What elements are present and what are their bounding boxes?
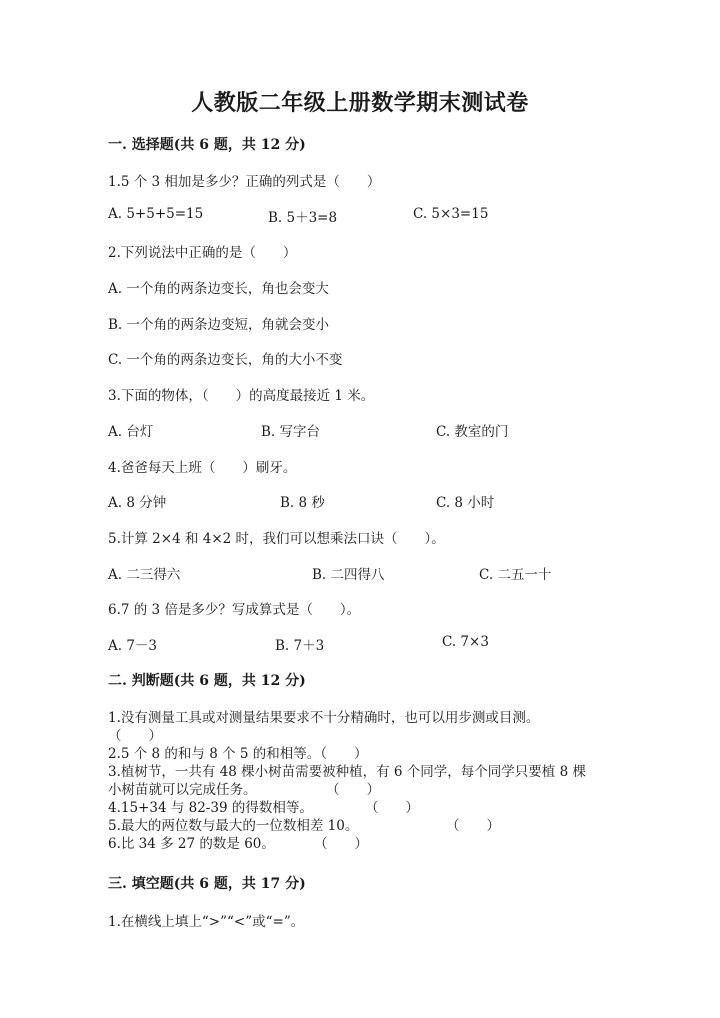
q5-option-a: A. 二三得六 [108, 567, 181, 583]
judge-4: 4.15+34 与 82-39 的得数相等。 [108, 800, 313, 816]
question-3: 3.下面的物体，（ ）的高度最接近 1 米。 [108, 388, 375, 404]
q1-option-b: B. 5＋3=8 [268, 210, 338, 226]
q4-option-b: B. 8 秒 [280, 495, 325, 511]
judge-1-answer-paren: （ ） [108, 728, 162, 744]
q3-option-b: B. 写字台 [261, 424, 321, 440]
q5-option-b: B. 二四得八 [312, 567, 385, 583]
question-2: 2.下列说法中正确的是（ ） [108, 245, 297, 261]
q4-option-c: C. 8 小时 [436, 495, 495, 511]
q6-option-c: C. 7×3 [442, 634, 489, 650]
q1-option-a: A. 5+5+5=15 [108, 206, 204, 222]
judge-2: 2.5 个 8 的和与 8 个 5 的和相等。（ ） [108, 746, 368, 762]
q2-option-c: C. 一个角的两条边变长，角的大小不变 [108, 352, 343, 368]
q1-option-c: C. 5×3=15 [413, 206, 489, 222]
q4-option-a: A. 8 分钟 [108, 495, 167, 511]
question-6: 6.7 的 3 倍是多少？写成算式是（ ）。 [108, 602, 361, 618]
question-5: 5.计算 2×4 和 4×2 时，我们可以想乘法口诀（ ）。 [108, 531, 445, 547]
section-heading-fill: 三. 填空题(共 6 题，共 17 分) [108, 876, 306, 892]
section-heading-choice: 一. 选择题(共 6 题，共 12 分) [108, 137, 306, 153]
judge-3: 3.植树节，一共有 48 棵小树苗需要被种植，有 6 个同学，每个同学只要植 8 棵 [108, 764, 586, 780]
section-heading-judge: 二. 判断题(共 6 题，共 12 分) [108, 673, 306, 689]
q2-option-b: B. 一个角的两条边变短，角就会变小 [108, 317, 330, 333]
question-4: 4.爸爸每天上班（ ）刷牙。 [108, 460, 297, 476]
judge-5: 5.最大的两位数与最大的一位数相差 10。 [108, 818, 359, 834]
question-1: 1.5 个 3 相加是多少？正确的列式是（ ） [108, 174, 381, 190]
fill-question-1: 1.在横线上填上“>”“<”或“=”。 [108, 914, 305, 930]
judge-4-answer-paren: （ ） [365, 800, 419, 816]
judge-1: 1.没有测量工具或对测量结果要求不十分精确时，也可以用步测或目测。 [108, 710, 540, 726]
judge-3-answer-paren: （ ） [326, 782, 380, 798]
q3-option-a: A. 台灯 [108, 424, 154, 440]
judge-6: 6.比 34 多 27 的数是 60。 [108, 836, 275, 852]
page-title: 人教版二年级上册数学期末测试卷 [191, 90, 529, 116]
judge-5-answer-paren: （ ） [446, 818, 500, 834]
judge-3-cont: 小树苗就可以完成任务。 [108, 782, 257, 798]
q6-option-b: B. 7＋3 [275, 638, 325, 654]
judge-6-answer-paren: （ ） [314, 836, 368, 852]
q6-option-a: A. 7－3 [108, 638, 158, 654]
q2-option-a: A. 一个角的两条边变长，角也会变大 [108, 281, 329, 297]
q5-option-c: C. 二五一十 [479, 567, 552, 583]
q3-option-c: C. 教室的门 [436, 424, 509, 440]
